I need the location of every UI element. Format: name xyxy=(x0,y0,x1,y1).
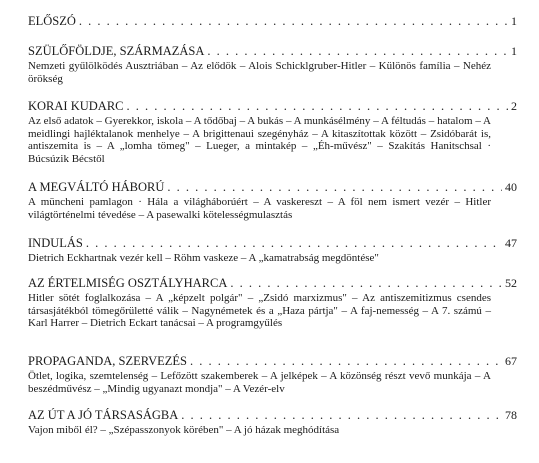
toc-title: INDULÁS xyxy=(28,236,83,250)
toc-page-number: 78 xyxy=(505,408,517,422)
toc-entry-szulofoldje xyxy=(28,44,517,85)
toc-page-number: 2 xyxy=(511,99,517,113)
toc-entry-az-ut xyxy=(28,408,517,437)
toc-page-number: 1 xyxy=(511,44,517,58)
toc-entry-indulas xyxy=(28,236,517,265)
toc-heading xyxy=(28,354,517,369)
toc-heading xyxy=(28,44,517,59)
toc-title: A MEGVÁLTÓ HÁBORÚ xyxy=(28,180,165,194)
toc-title: ELŐSZÓ xyxy=(28,14,76,28)
toc-entry-megvalto-haboru xyxy=(28,180,517,221)
toc-page-number: 52 xyxy=(505,276,517,290)
toc-entry-korai-kudarc xyxy=(28,99,517,165)
leader-dots xyxy=(127,99,509,114)
toc-description: Az első adatok – Gyerekkor, iskola – A tődőbaj – A bukás – A munkásélmény – A féltudás – hatalom – A meidlingi hajléktalanok menhelye – A brigittenaui szegényház – A kitaszítottak között – Zsidóbarát is, antiszemita is – A „lomha tömeg" – Lueger, a mintakép – „Éh-művész" – Szakítás Hanitschsal · Búcsúzik Bécstől xyxy=(28,115,491,165)
toc-page-number: 1 xyxy=(511,14,517,28)
toc-entry-eloszo xyxy=(28,14,517,29)
leader-dots xyxy=(86,236,502,251)
toc-description: Nemzeti gyűlölködés Ausztriában – Az elődök – Alois Schicklgruber-Hitler – Különös família – Nehéz örökség xyxy=(28,60,491,85)
toc-heading xyxy=(28,236,517,251)
toc-entry-ertelmiseg xyxy=(28,276,517,330)
toc-heading xyxy=(28,276,517,291)
leader-dots xyxy=(167,180,502,195)
toc-description: A müncheni pamlagon · Hála a világháborúért – A vaskereszt – A föl nem ismert vezér – Hitler világtörténelmi tévedése – A pasewalki kötelességmulasztás xyxy=(28,196,491,221)
toc-title: AZ ÚT A JÓ TÁRSASÁGBA xyxy=(28,408,179,422)
toc-description: Vajon miből él? – „Szépasszonyok körében" – A jó házak meghódítása xyxy=(28,424,340,436)
toc-page-number: 47 xyxy=(505,236,517,250)
toc-description: Hitler sötét foglalkozása – A „képzelt polgár" – „Zsidó marxizmus" – Az antiszemitizmus csendes társasjátékból tömegőrületté válik – Nagynémetek és a „Haza pártja" – A faj-nemesség – A 7. számú – Karl Harrer – Dietrich Eckart tanácsai – A programgyűlés xyxy=(28,292,491,329)
leader-dots xyxy=(190,354,502,369)
toc-entry-propaganda xyxy=(28,354,517,395)
toc-description: Dietrich Eckhartnak vezér kell – Röhm vaskeze – A „kamatrabság megdöntése" xyxy=(28,252,379,264)
toc-title: PROPAGANDA, SZERVEZÉS xyxy=(28,354,187,368)
toc-title: SZÜLŐFÖLDJE, SZÁRMAZÁSA xyxy=(28,44,205,58)
toc-heading xyxy=(28,408,517,423)
leader-dots xyxy=(181,408,502,423)
toc-page-number: 40 xyxy=(505,180,517,194)
toc-page-number: 67 xyxy=(505,354,517,368)
toc-title: AZ ÉRTELMISÉG OSZTÁLYHARCA xyxy=(28,276,228,290)
toc-title: KORAI KUDARC xyxy=(28,99,124,113)
toc-heading xyxy=(28,14,517,29)
leader-dots xyxy=(207,44,508,59)
toc-description: Ötlet, logika, szemtelenség – Lefőzött szakemberek – A jelképek – A közönség részt vevő munkája – A beszédművész – „Mindig ugyanazt mondja" – A Vezér-elv xyxy=(28,370,491,395)
toc-heading xyxy=(28,99,517,114)
toc-heading xyxy=(28,180,517,195)
leader-dots xyxy=(79,14,508,29)
leader-dots xyxy=(230,276,502,291)
